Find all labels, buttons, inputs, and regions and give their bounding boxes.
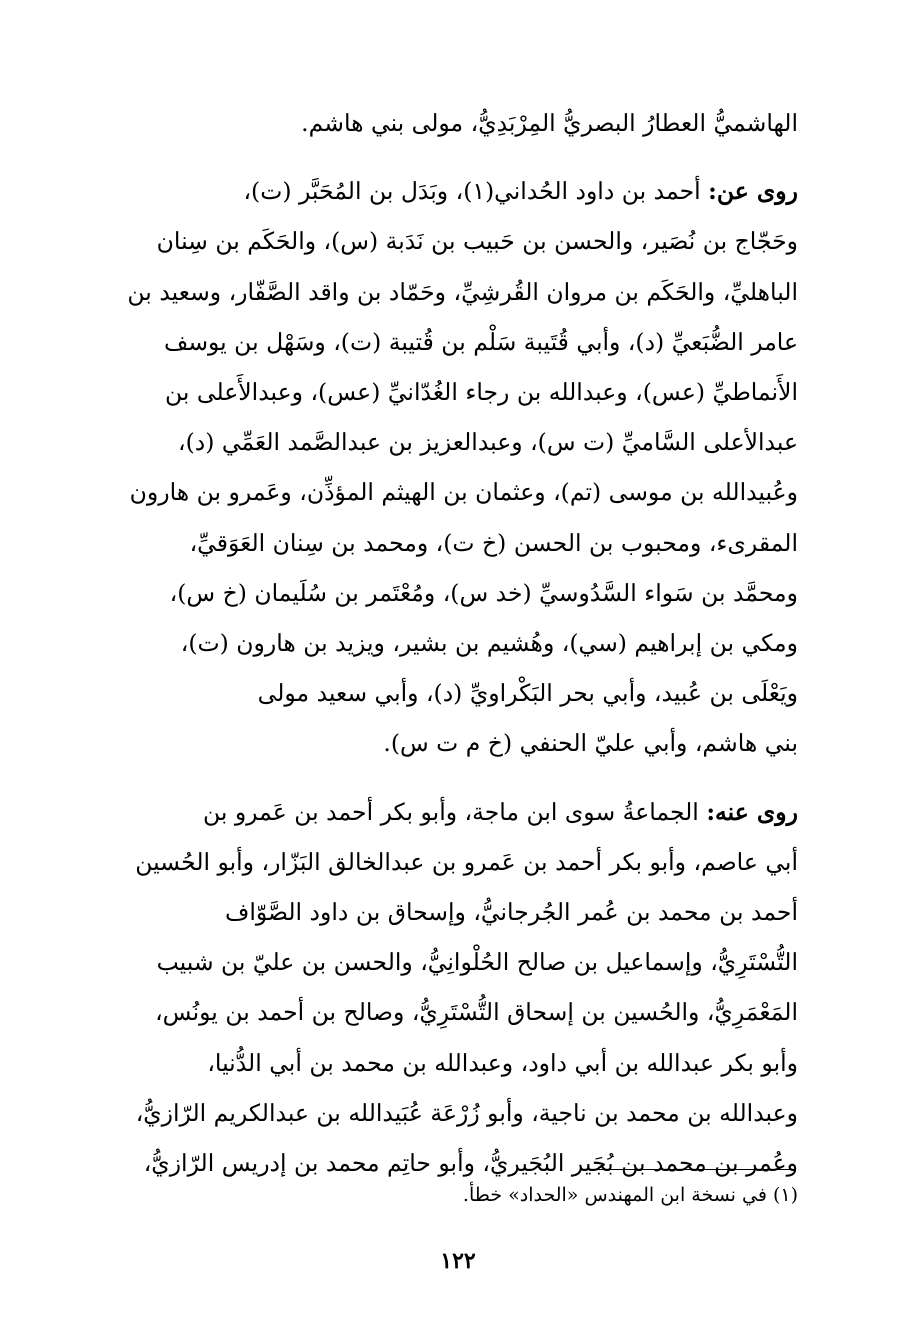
paragraph-gap <box>92 769 798 787</box>
text-line: ويَعْلَى بن عُبيد، وأبي بحر البَكْراويِّ (د)، وأبي سعيد مولى <box>257 679 798 708</box>
text-line: أحمد بن محمد بن عُمر الجُرجانيُّ، وإسحاق بن داود الصَّوّاف <box>224 898 798 927</box>
text-line <box>92 166 798 216</box>
text-line: وحَجّاج بن نُصَير، والحسن بن حَبيب بن نَدَبة (س)، والحَكَم بن سِنان <box>156 227 798 256</box>
text-line: بني هاشم، وأبي عليّ الحنفي (خ م ت س). <box>383 729 798 758</box>
text-line-content: أحمد بن داود الحُداني(١)، وبَدَل بن المُحَبَّر (ت)، <box>243 177 701 206</box>
text-line: وعُمر بن محمد بن بُجَير البُجَيريُّ، وأبو حاتِم محمد بن إدريس الرّازيُّ، <box>143 1149 798 1178</box>
text-line: المَعْمَرِيُّ، والحُسين بن إسحاق التُّسْتَرِيُّ، وصالح بن أحمد بن يونُس، <box>155 998 798 1027</box>
page-number: ١٢٢ <box>440 1248 476 1274</box>
text-line: وأبو بكر عبدالله بن أبي داود، وعبدالله بن محمد بن أبي الدُّنيا، <box>207 1048 798 1077</box>
text-line <box>92 787 798 837</box>
text-line: ومحمَّد بن سَواء السَّدُوسيِّ (خد س)، ومُعْتَمر بن سُلَيمان (خ س)، <box>169 578 798 607</box>
text-line: الهاشميُّ العطارُ البصريُّ المِرْبَدِيُّ، مولى بني هاشم. <box>301 109 798 137</box>
text-line: أبي عاصم، وأبو بكر أحمد بن عَمرو بن عبدالخالق البَزّار، وأبو الحُسين <box>135 847 798 876</box>
text-line: عبدالأعلى السَّاميِّ (ت س)، وعبدالعزيز بن عبدالصَّمد العَمِّي (د)، <box>178 428 798 457</box>
text-line: عامر الضُّبَعيِّ (د)، وأبي قُتَيبة سَلْم بن قُتيبة (ت)، وسَهْل بن يوسف <box>164 327 798 356</box>
paragraph-gap <box>92 148 798 166</box>
text-line: الباهليِّ، والحَكَم بن مروان القُرشِيِّ، وحَمّاد بن واقد الصَّفّار، وسعيد بن <box>127 277 798 306</box>
text-line: الأَنماطيِّ (عس)، وعبدالله بن رجاء الغُدّانيِّ (عس)، وعبدالأَعلى بن <box>164 378 798 407</box>
text-line: وعُبيدالله بن موسى (تم)، وعثمان بن الهيثم المؤذِّن، وعَمرو بن هارون <box>129 478 798 507</box>
footnote-divider <box>586 1169 790 1170</box>
section-lead-rawa-an: روى عن: <box>708 177 798 206</box>
main-text <box>92 98 798 1188</box>
text-line-content: الجماعةُ سوى ابن ماجة، وأبو بكر أحمد بن عَمرو بن <box>202 797 699 826</box>
text-line: وعبدالله بن محمد بن ناجية، وأبو زُرْعَة عُبَيدالله بن عبدالكريم الرّازيُّ، <box>135 1098 798 1127</box>
section-lead-rawa-anhu: روى عنه: <box>706 797 798 826</box>
text-line: ومكي بن إبراهيم (سي)، وهُشيم بن بشير، ويزيد بن هارون (ت)، <box>180 629 798 658</box>
text-line: التُّسْتَرِيُّ، وإسماعيل بن صالح الحُلْوانِيُّ، والحسن بن عليّ بن شبيب <box>156 948 798 977</box>
text-line: المقرىء، ومحبوب بن الحسن (خ ت)، ومحمد بن سِنان العَوَقيِّ، <box>189 528 798 557</box>
footnote: (١) في نسخة ابن المهندس «الحداد» خطأ. <box>462 1184 798 1206</box>
